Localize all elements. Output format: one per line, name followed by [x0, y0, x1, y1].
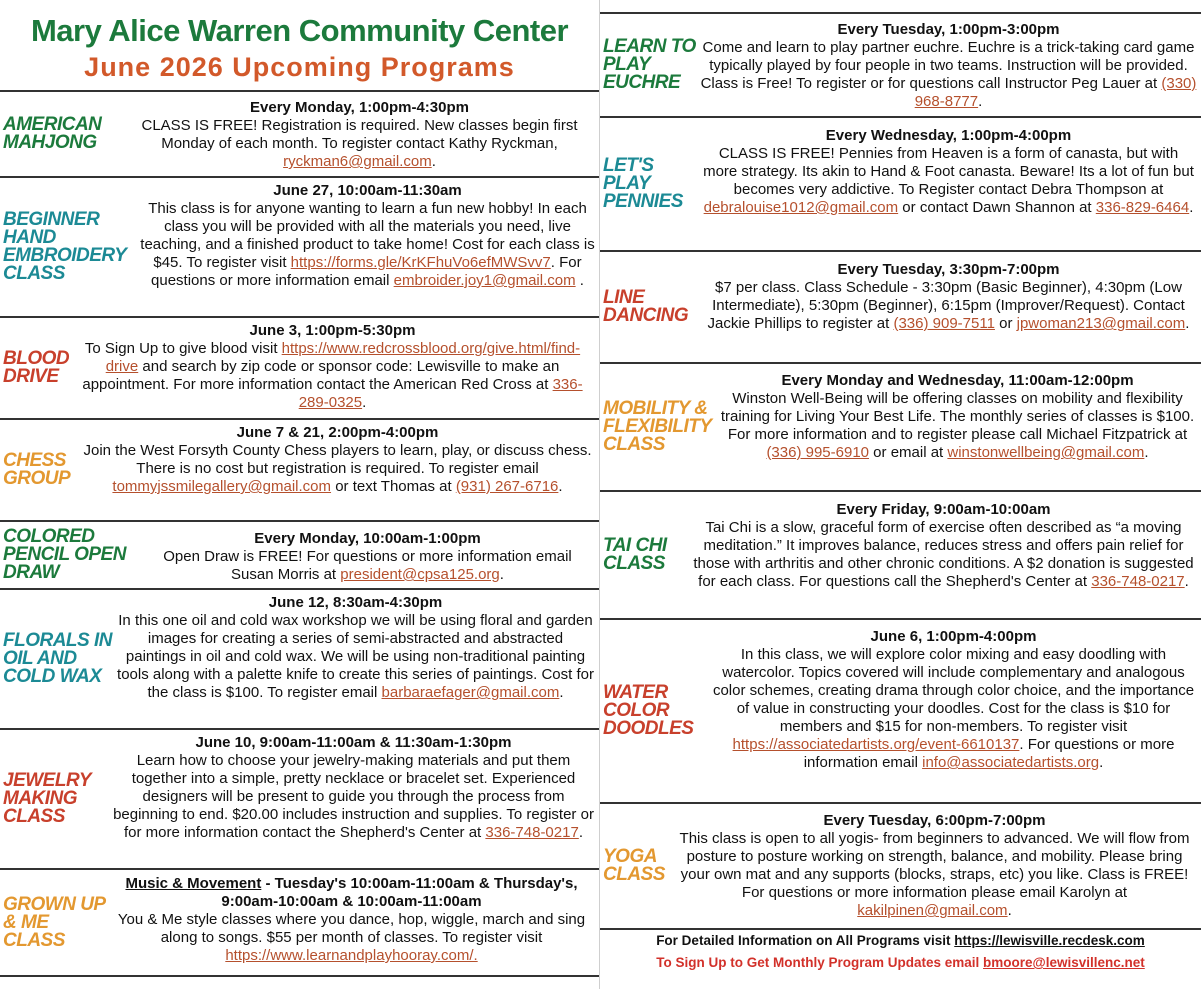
program-description: Join the West Forsyth County Chess players to learn, play, or discuss chess. There is no cost but registration is required. To register email: [83, 442, 592, 477]
program-description: In this one oil and cold wax workshop we will be using floral and garden images for creating a series of semi-abstracted and abstracted paintings in oil and cold wax. We will be using non-traditional painting tools along with a palette knife to create this series of paintings. Cost for the class is $100. To register email: [117, 612, 594, 701]
program-schedule: Every Monday, 10:00am-1:00pm: [254, 530, 481, 547]
phone-link[interactable]: (336) 909-7511: [893, 315, 995, 332]
program-colored-pencil-open-draw: [0, 522, 599, 590]
program-schedule: June 12, 8:30am-4:30pm: [268, 594, 443, 611]
page-title: Mary Alice Warren Community Center: [30, 13, 569, 48]
program-details: [108, 875, 595, 965]
program-schedule: Music & Movement - Tuesday's 10:00am-11:00am & Thursday's, 9:00am-10:00am & 10:00am-11:00am: [125, 875, 578, 910]
program-description: You & Me style classes where you dance, hop, wiggle, march and sing along to songs. $55 per month of classes. To register visit: [117, 911, 586, 946]
email-link[interactable]: kakilpinen@gmail.com: [857, 902, 1008, 919]
program-american-mahjong: [0, 92, 599, 178]
program-schedule: June 10, 9:00am-11:00am & 11:30am-1:30pm: [195, 734, 512, 751]
program-line-dancing: [600, 252, 1201, 364]
recdesk-link[interactable]: https://lewisville.recdesk.com: [954, 933, 1145, 948]
top-rule: [600, 0, 1201, 14]
phone-link[interactable]: 336-748-0217: [1091, 573, 1185, 590]
program-mobility-flexibility: [600, 364, 1201, 492]
program-name: JEWELRY MAKING CLASS: [3, 770, 91, 827]
program-details: June 6, 1:00pm-4:00pm In this class, we will explore color mixing and easy doodling with watercolor. Topics covered will include complementary and analogous color schemes, creating drama through color choice, and the importance of value in constructing your doodles. Cost for the class is $10 for members and $15 for non-members. To register visit https://associatedartists.org/event-6610137. For questions or more information email info@associatedartists.org.: [710, 628, 1197, 772]
email-link[interactable]: winstonwellbeing@gmail.com: [947, 444, 1145, 461]
program-details: June 3, 1:00pm-5:30pm To Sign Up to give blood visit https://www.redcrossblood.org/give.html/find-drive and search by zip code or sponsor code: Lewisville to make an appointment. For more information contact the American Red Cross at 336-289-0325.: [70, 322, 595, 412]
program-chess-group: [0, 420, 599, 522]
program-description: To Sign Up to give blood visit: [84, 340, 282, 357]
program-schedule: Every Wednesday, 1:00pm-4:00pm: [825, 127, 1072, 144]
program-name: CHESS GROUP: [3, 450, 71, 489]
program-name: YOGA CLASS: [603, 846, 665, 885]
program-name: BLOOD DRIVE: [3, 348, 70, 387]
phone-link[interactable]: (336) 995-6910: [766, 444, 870, 461]
program-details: Every Monday, 1:00pm-4:30pm CLASS IS FREE! Registration is required. New classes begin first Monday of each month. To register contact Kathy Ryckman, ryckman6@gmail.com.: [124, 99, 595, 171]
phone-link[interactable]: 336-289-0325: [298, 376, 583, 411]
program-learn-to-play-euchre: [600, 14, 1201, 118]
registration-link[interactable]: https://www.learnandplayhooray.com/.: [225, 947, 478, 964]
footer-signup-line: To Sign Up to Get Monthly Program Updates email bmoore@lewisvillenc.net: [656, 955, 1145, 970]
program-schedule: June 3, 1:00pm-5:30pm: [249, 322, 416, 339]
flyer-header: [0, 0, 599, 92]
program-schedule: Every Monday, 1:00pm-4:30pm: [250, 99, 469, 116]
program-schedule: June 27, 10:00am-11:30am: [273, 182, 462, 199]
program-name: GROWN UP & ME CLASS: [3, 893, 105, 951]
program-description: Tai Chi is a slow, graceful form of exercise often described as “a moving meditation.” It improves balance, reduces stress and offers pain relief for those with arthritis and other chronic conditions. A $2 donation is suggested for each class. For questions call the Shepherd's Center at: [693, 519, 1194, 590]
program-description: Open Draw is FREE! For questions or more information email Susan Morris at: [163, 548, 572, 583]
program-tai-chi: [600, 492, 1201, 620]
program-name: LEARN TO PLAY EUCHRE: [603, 36, 696, 93]
footer-info-line: For Detailed Information on All Programs visit https://lewisville.recdesk.com: [656, 933, 1145, 948]
email-link[interactable]: debralouise1012@gmail.com: [703, 199, 899, 216]
program-water-color-doodles: [600, 620, 1201, 804]
email-link[interactable]: embroider.joy1@gmail.com: [393, 272, 576, 289]
program-details: Every Friday, 9:00am-10:00am Tai Chi is a slow, graceful form of exercise often described as “a moving meditation.” It improves balance, reduces stress and offers pain relief for those with arthritis and other chronic conditions. A $2 donation is suggested for each class. For questions call the Shepherd's Center at 336-748-0217.: [690, 501, 1197, 591]
program-details: Every Monday, 10:00am-1:00pm Open Draw is FREE! For questions or more information email Susan Morris at president@cpsa125.org.: [140, 530, 595, 584]
program-blood-drive: [0, 318, 599, 420]
email-link[interactable]: info@associatedartists.org: [922, 754, 1100, 771]
program-details: June 12, 8:30am-4:30pm In this one oil and cold wax workshop we will be using floral and garden images for creating a series of semi-abstracted and abstracted paintings in oil and cold wax. We will be using non-traditional painting tools along with a palette knife to create this series of paintings. Cost for the class is $100. To register email barbaraefager@gmail.com.: [117, 594, 594, 701]
left-column: [0, 0, 599, 977]
program-schedule: Every Monday and Wednesday, 11:00am-12:00pm: [781, 372, 1134, 389]
program-schedule: Every Tuesday, 6:00pm-7:00pm: [823, 812, 1046, 829]
signup-link[interactable]: https://www.redcrossblood.org/give.html/find-drive: [105, 340, 581, 375]
updates-email-link[interactable]: bmoore@lewisvillenc.net: [983, 955, 1145, 970]
phone-link[interactable]: 336-748-0217: [485, 824, 579, 841]
program-details: Every Tuesday, 3:30pm-7:00pm $7 per class. Class Schedule - 3:30pm (Basic Beginner), 4:30pm (Low Intermediate), 5:30pm (Beginner), 6:15pm (Improver/Request). Contact Jackie Phillips to register at (336) 909-7511 or jpwoman213@gmail.com.: [700, 261, 1197, 333]
email-link[interactable]: tommyjssmilegallery@gmail.com: [112, 478, 332, 495]
program-name: FLORALS IN OIL AND COLD WAX: [3, 630, 112, 687]
program-details: Every Tuesday, 6:00pm-7:00pm This class is open to all yogis- from beginners to advanced. We will flow from posture to posture working on strength, balance, and mobility. Please bring your own mat and any supports (blocks, straps, etc) you like. Class is FREE! For questions or more information please email Karolyn at kakilpinen@gmail.com.: [672, 812, 1197, 920]
program-subtitle: Music & Movement: [125, 875, 262, 892]
program-description: Winston Well-Being will be offering classes on mobility and flexibility training for Living Your Best Life. The monthly series of classes is $100. For more information and to register please call Michael Fitzpatrick at: [720, 390, 1195, 443]
program-details: June 27, 10:00am-11:30am This class is for anyone wanting to learn a fun new hobby! In each class you will be provided with all the materials you need, live teaching, and a finished product to take home! Cost for each class is $45. To register visit https://forms.gle/KrKFhuVo6efMWSvv7. For questions or more information email embroider.joy1@gmail.com .: [140, 182, 595, 289]
program-name: LET'S PLAY PENNIES: [603, 155, 683, 212]
program-details: Every Tuesday, 1:00pm-3:00pm Come and learn to play partner euchre. Euchre is a trick-taking card game typically played by four people in two teams. Instruction will be provided. Class is Free! To register or for questions call Instructor Peg Lauer at (330) 968-8777.: [700, 21, 1197, 110]
registration-link[interactable]: https://forms.gle/KrKFhuVo6efMWSvv7: [290, 254, 551, 271]
program-description: In this class, we will explore color mixing and easy doodling with watercolor. Topics covered will include complementary and analogous color schemes, creating drama through color choice, and the importance of value in constructing your doodles. Cost for the class is $10 for members and $15 for non-members. To register visit: [712, 646, 1195, 735]
program-description: This class is for anyone wanting to learn a fun new hobby! In each class you will be provided with all the materials you need, live teaching, and a finished product to take home! Cost for each class is $45. To register visit: [140, 200, 595, 271]
program-schedule: June 6, 1:00pm-4:00pm: [870, 628, 1037, 645]
right-column: [600, 0, 1201, 970]
program-name: BEGINNER HAND EMBROIDERY CLASS: [3, 209, 127, 284]
registration-link[interactable]: https://associatedartists.org/event-6610137: [732, 736, 1020, 753]
program-name: LINE DANCING: [603, 287, 689, 326]
program-description: Come and learn to play partner euchre. Euchre is a trick-taking card game typically played by four people in two teams. Instruction will be provided. Class is Free! To register or for questions call Instructor Peg Lauer at: [700, 39, 1195, 92]
program-lets-play-pennies: [600, 118, 1201, 252]
program-schedule: June 7 & 21, 2:00pm-4:00pm: [236, 424, 439, 441]
program-details: June 10, 9:00am-11:00am & 11:30am-1:30pm Learn how to choose your jewelry-making materials and put them together into a simple, pretty necklace or bracelet set. Experienced designers will be present to guide you through the process from beginning to end. $20.00 includes instruction and supplies. To register or for more information contact the Shepherd's Center at 336-748-0217.: [113, 734, 594, 841]
program-description: This class is open to all yogis- from beginners to advanced. We will flow from posture to posture working on strength, balance, and mobility. Please bring your own mat and any supports (blocks, straps, etc) you like. Class is FREE! For questions or more information please email Karolyn at: [679, 830, 1190, 901]
program-description: Learn how to choose your jewelry-making materials and put them together into a simple, pretty necklace or bracelet set. Experienced designers will be present to guide you through the process from beginning to end. $20.00 includes instruction and supplies. To register or for more information contact the Shepherd's Center at: [113, 752, 594, 841]
program-grown-up-and-me: [0, 870, 599, 977]
phone-link[interactable]: 336-829-6464: [1095, 199, 1190, 216]
email-link[interactable]: barbaraefager@gmail.com: [381, 684, 560, 701]
email-link[interactable]: ryckman6@gmail.com: [283, 153, 432, 170]
program-schedule: Every Friday, 9:00am-10:00am: [836, 501, 1051, 518]
program-description: CLASS IS FREE! Registration is required. New classes begin first Monday of each month. To register contact Kathy Ryckman,: [141, 117, 578, 152]
program-jewelry-making: [0, 730, 599, 870]
program-name: TAI CHI CLASS: [603, 535, 667, 574]
program-schedule: Every Tuesday, 3:30pm-7:00pm: [837, 261, 1060, 278]
program-yoga: [600, 804, 1201, 930]
page-subtitle: June 2026 Upcoming Programs: [84, 52, 515, 82]
program-details: June 7 & 21, 2:00pm-4:00pm Join the West Forsyth County Chess players to learn, play, or discuss chess. There is no cost but registration is required. To register email tommyjssmilegallery@gmail.com or text Thomas at (931) 267-6716.: [80, 424, 595, 496]
email-link[interactable]: president@cpsa125.org: [340, 566, 500, 583]
phone-link[interactable]: (330) 968-8777: [914, 75, 1197, 110]
program-name: COLORED PENCIL OPEN DRAW: [3, 526, 126, 583]
program-florals-oil-cold-wax: [0, 590, 599, 730]
phone-link[interactable]: (931) 267-6716: [455, 478, 559, 495]
program-details: Every Wednesday, 1:00pm-4:00pm CLASS IS FREE! Pennies from Heaven is a form of canasta, but with more strategy. Its akin to Hand & Foot canasta. Beware! Its a lot of fun but becomes very addictive. To Register contact Debra Thompson at debralouise1012@gmail.com or contact Dawn Shannon at 336-829-6464.: [700, 127, 1197, 217]
program-name: AMERICAN MAHJONG: [3, 114, 102, 153]
program-description: CLASS IS FREE! Pennies from Heaven is a form of canasta, but with more strategy. Its akin to Hand & Foot canasta. Beware! Its a lot of fun but becomes very addictive. To Register contact Debra Thompson at: [703, 145, 1194, 198]
program-name: WATER COLOR DOODLES: [603, 682, 694, 739]
flyer-footer: [600, 930, 1201, 974]
program-beginner-hand-embroidery: [0, 178, 599, 318]
email-link[interactable]: jpwoman213@gmail.com: [1016, 315, 1186, 332]
program-details: Every Monday and Wednesday, 11:00am-12:00pm Winston Well-Being will be offering classes on mobility and flexibility training for Living Your Best Life. The monthly series of classes is $100. For more information and to register please call Michael Fitzpatrick at (336) 995-6910 or email at winstonwellbeing@gmail.com.: [718, 372, 1197, 462]
program-schedule: Every Tuesday, 1:00pm-3:00pm: [837, 21, 1060, 38]
program-name: MOBILITY & FLEXIBILITY CLASS: [603, 398, 712, 455]
program-description: $7 per class. Class Schedule - 3:30pm (Basic Beginner), 4:30pm (Low Intermediate), 5:30pm (Beginner), 6:15pm (Improver/Request). Contact Jackie Phillips to register at: [707, 279, 1185, 332]
